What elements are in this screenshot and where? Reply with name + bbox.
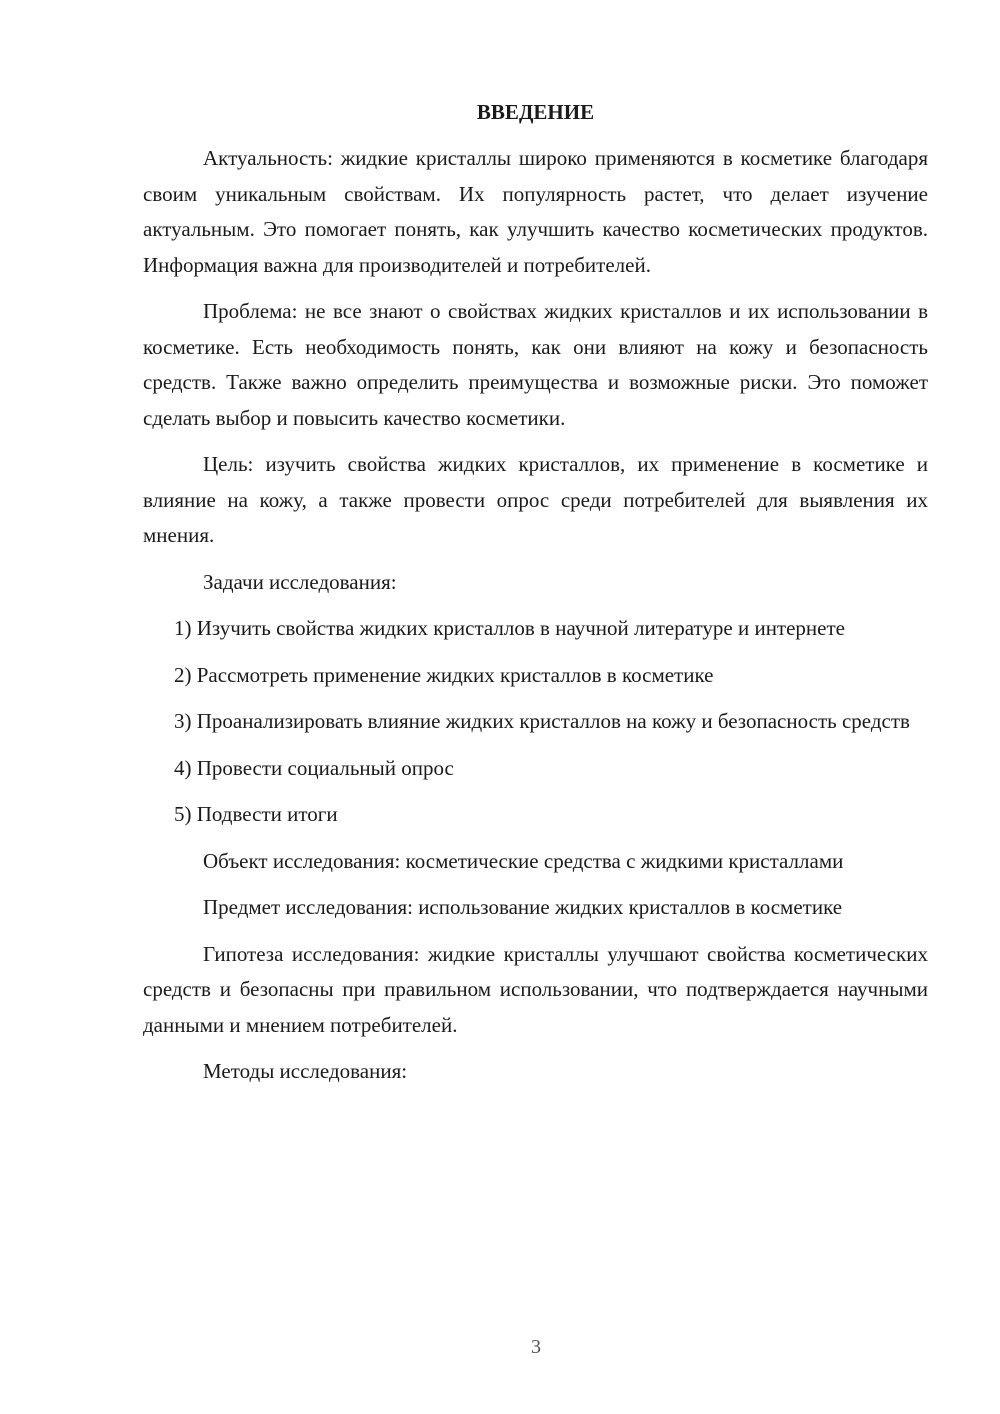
hypothesis-paragraph: Гипотеза исследования: жидкие кристаллы улучшают свойства косметических средств и безопасны при правильном использовании, что подтверждается научными данными и мнением потребителей. bbox=[143, 941, 928, 1037]
research-subject-paragraph: Предмет исследования: использование жидких кристаллов в косметике bbox=[203, 895, 843, 919]
page-number: 3 bbox=[531, 1336, 541, 1358]
goal-paragraph: Цель: изучить свойства жидких кристаллов, их применение в косметике и влияние на кожу, а также провести опрос среди потребителей для выявления их мнения. bbox=[143, 452, 928, 547]
tasks-heading: Задачи исследования: bbox=[203, 569, 397, 594]
task-item-5: 5) Подвести итоги bbox=[174, 802, 338, 826]
page-title: ВВЕДЕНИЕ bbox=[476, 100, 595, 124]
problem-paragraph: Проблема: не все знают о свойствах жидких кристаллов и их использовании в косметике. Есть необходимость понять, как они влияют на кожу и безопасность средств. Также важно определить преимущества и возможные риски. Это поможет сделать выбор и повысить качество косметики. bbox=[143, 299, 928, 430]
task-item-1: 1) Изучить свойства жидких кристаллов в научной литературе и интернете bbox=[174, 616, 845, 640]
page-content bbox=[143, 97, 928, 1090]
task-item-3: 3) Проанализировать влияние жидких кристаллов на кожу и безопасность средств bbox=[174, 709, 910, 733]
task-item-4: 4) Провести социальный опрос bbox=[174, 755, 454, 780]
task-item-2: 2) Рассмотреть применение жидких кристаллов в косметике bbox=[174, 662, 714, 687]
methods-heading: Методы исследования: bbox=[203, 1059, 408, 1083]
research-object-paragraph: Объект исследования: косметические средства с жидкими кристаллами bbox=[203, 848, 844, 873]
relevance-paragraph: Актуальность: жидкие кристаллы широко применяются в косметике благодаря своим уникальным свойствам. Их популярность растет, что делает изучение актуальным. Это помогает понять, как улучшить качество косметических продуктов. Информация важна для производителей и потребителей. bbox=[143, 146, 928, 277]
